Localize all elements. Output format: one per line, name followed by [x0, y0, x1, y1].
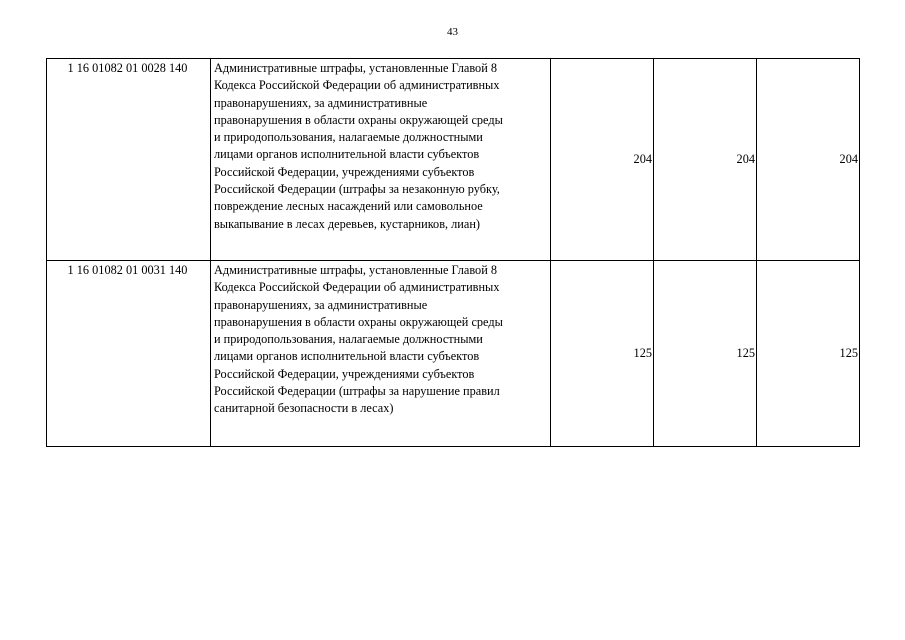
description-line: лицами органов исполнительной власти субъектов: [214, 349, 480, 364]
description-line: Кодекса Российской Федерации об административных: [214, 78, 500, 93]
budget-revenue-table: [46, 58, 860, 447]
description-line: лицами органов исполнительной власти субъектов: [214, 147, 480, 162]
revenue-description: [211, 59, 551, 261]
description-line: правонарушениях, за административные: [214, 95, 428, 110]
description-line: Административные штрафы, установленные Главой 8: [214, 263, 498, 277]
budget-classification-code: 1 16 01082 01 0028 140: [47, 59, 211, 261]
description-line: правонарушения в области охраны окружающей среды: [214, 314, 503, 329]
amount-cell: 204: [654, 59, 757, 261]
amount-cell: 125: [654, 261, 757, 447]
revenue-description: [211, 261, 551, 447]
description-line: Административные штрафы, установленные Главой 8: [214, 61, 498, 75]
amount-cell: 125: [757, 261, 860, 447]
table-row: [47, 59, 860, 261]
description-line: Российской Федерации (штрафы за нарушение правил: [214, 384, 500, 399]
description-line: правонарушения в области охраны окружающей среды: [214, 112, 503, 127]
description-line: и природопользования, налагаемые должностными: [214, 332, 483, 347]
description-line: Российской Федерации (штрафы за незаконную рубку,: [214, 182, 500, 197]
table-row: [47, 261, 860, 447]
amount-cell: 125: [551, 261, 654, 447]
amount-cell: 204: [757, 59, 860, 261]
budget-classification-code: 1 16 01082 01 0031 140: [47, 261, 211, 447]
description-line: и природопользования, налагаемые должностными: [214, 130, 483, 145]
description-line: санитарной безопасности в лесах): [214, 401, 394, 416]
description-line: Российской Федерации, учреждениями субъектов: [214, 366, 475, 381]
description-line: Кодекса Российской Федерации об административных: [214, 280, 500, 295]
page-number: 43: [447, 26, 458, 38]
description-line: выкапывание в лесах деревьев, кустарников, лиан): [214, 216, 481, 231]
description-line: правонарушениях, за административные: [214, 297, 428, 312]
description-line: повреждение лесных насаждений или самовольное: [214, 199, 483, 214]
amount-cell: 204: [551, 59, 654, 261]
description-line: Российской Федерации, учреждениями субъектов: [214, 164, 475, 179]
